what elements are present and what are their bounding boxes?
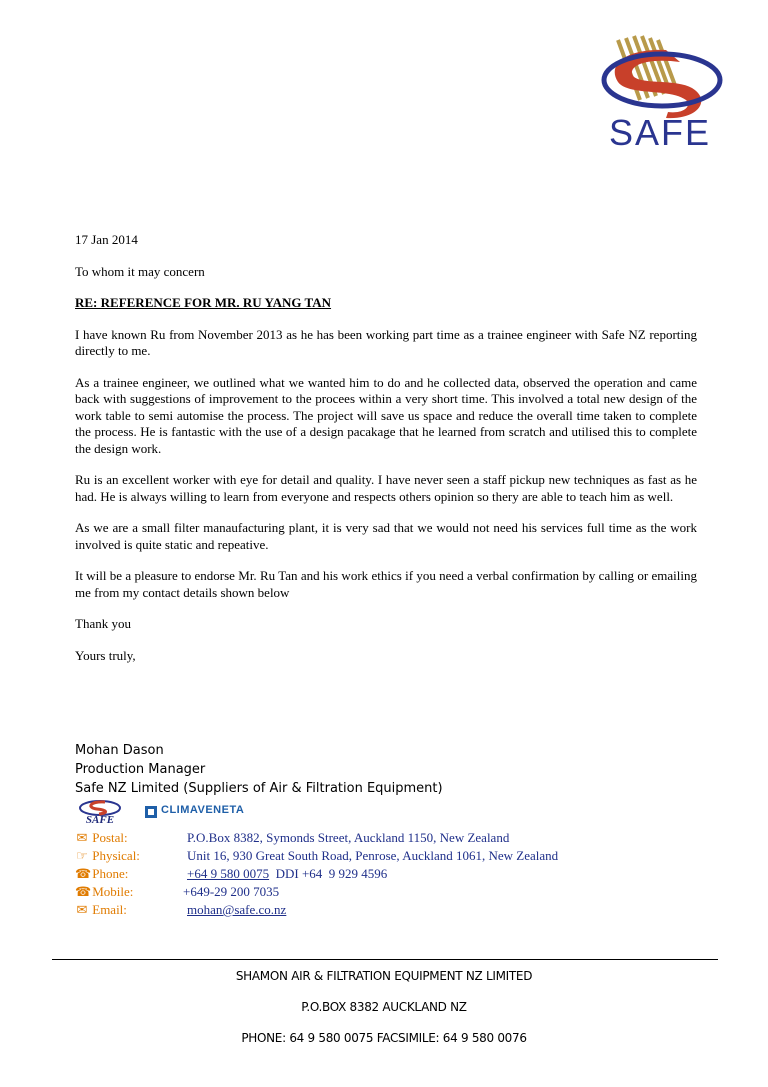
email-link[interactable]: mohan@safe.co.nz	[187, 902, 287, 917]
safe-logo-graphic	[588, 30, 728, 120]
letter-date: 17 Jan 2014	[75, 232, 138, 247]
safe-logo-text: SAFE	[608, 112, 712, 153]
postal-label: Postal:	[92, 830, 128, 845]
envelope-open-icon: ✉	[76, 830, 88, 845]
pointing-hand-icon: ☞	[76, 848, 88, 863]
paragraph-1: I have known Ru from November 2013 as he has been working part time as a trainee engineer with Safe NZ reporting directly to me.	[75, 326, 697, 358]
salutation: To whom it may concern	[75, 263, 205, 279]
signature-block	[75, 741, 675, 798]
footer-company: SHAMON AIR & FILTRATION EQUIPMENT NZ LIMITED	[235, 969, 533, 983]
footer-divider	[52, 959, 718, 960]
footer-phone: PHONE: 64 9 580 0075 FACSIMILE: 64 9 580 0076	[241, 1031, 527, 1045]
paragraph-2: As a trainee engineer, we outlined what we wanted him to do and he collected data, observed the operation and came back with suggestions of improvement to the procees within a very short time. This involved a total new design of the work table to semi automise the process. The project will save us space and reduce the overall time taken to complete the process. He is fantastic with the use of a design pacakage that he learned from scratch and utilised this to complete the design work.	[75, 374, 697, 456]
physical-value: Unit 16, 930 Great South Road, Penrose, Auckland 1061, New Zealand	[187, 848, 559, 863]
signer-title: Production Manager	[75, 762, 206, 777]
climaveneta-logo-text: CLIMAVENETA	[161, 804, 245, 816]
telephone-icon: ☎	[75, 866, 92, 881]
contact-postal	[75, 829, 695, 847]
paragraph-3: Ru is an excellent worker with eye for detail and quality. I have never seen a staff pickup new techniques as fast as he had. He is always willing to learn from everyone and respects others opinion so thery are able to teach him as well.	[75, 472, 697, 504]
email-label: Email:	[92, 902, 127, 917]
contact-physical	[75, 847, 695, 865]
physical-label: Physical:	[92, 848, 140, 863]
signer-name: Mohan Dason	[75, 743, 164, 758]
mobile-label: Mobile:	[92, 884, 134, 899]
subject-line: RE: REFERENCE FOR MR. RU YANG TAN	[75, 295, 332, 310]
letter-body	[75, 232, 697, 679]
phone-label: Phone:	[92, 866, 129, 881]
mobile-value: +649-29 200 7035	[183, 884, 280, 899]
contact-mobile	[75, 883, 695, 901]
thanks: Thank you	[75, 616, 131, 631]
contact-details	[75, 829, 695, 919]
footer-address: P.O.BOX 8382 AUCKLAND NZ	[301, 1000, 467, 1014]
safe-mini-logo	[75, 798, 125, 826]
phone-link[interactable]: +64 9 580 0075	[187, 866, 270, 881]
contact-phone	[75, 865, 695, 883]
safe-mini-text: SAFE	[85, 814, 115, 826]
telephone-icon: ☎	[75, 884, 92, 899]
closing: Yours truly,	[75, 647, 136, 663]
partner-logos	[75, 798, 275, 828]
postal-value: P.O.Box 8382, Symonds Street, Auckland 1150, New Zealand	[187, 830, 510, 845]
phone-ddi: DDI +64 9 929 4596	[269, 866, 388, 881]
climaveneta-mark-icon	[145, 806, 157, 818]
paragraph-5: It will be a pleasure to endorse Mr. Ru Tan and his work ethics if you need a verbal confirmation by calling or emailing me from my contact details shown below	[75, 568, 697, 600]
paragraph-4: As we are a small filter manaufacturing plant, it is very sad that we would not need his services full time as the work involved is quite static and repeative.	[75, 520, 697, 552]
envelope-icon: ✉	[76, 902, 88, 917]
contact-email	[75, 901, 695, 919]
signer-company: Safe NZ Limited (Suppliers of Air & Filtration Equipment)	[75, 781, 443, 796]
safe-logo	[588, 30, 728, 153]
